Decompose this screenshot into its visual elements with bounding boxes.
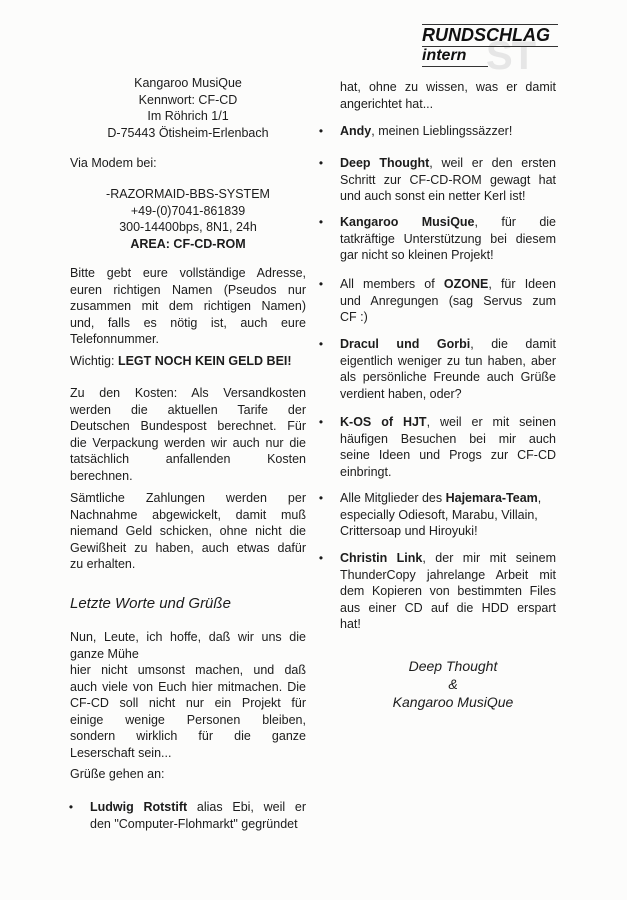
- text-line: CF :): [340, 310, 368, 324]
- text-line: seine Ideen und Progs zur CF-CD: [340, 448, 556, 462]
- logo-title: RUNDSCHLAG: [422, 24, 558, 47]
- greeting-name: OZONE: [443, 277, 489, 291]
- greeting-item-andy: [320, 123, 556, 140]
- text-line: ,: [537, 491, 542, 505]
- text-line: einbringt.: [340, 464, 392, 479]
- bbs-line: -RAZORMAID-BBS-SYSTEM: [106, 187, 270, 201]
- text-line: Leserschaft sein...: [70, 745, 172, 760]
- greeting-name: Dracul und Gorbi: [340, 337, 471, 351]
- text-line: dem Kopieren von bestimmten Files: [340, 584, 556, 598]
- text-line: , meinen Lieblingssäzzer!: [371, 124, 513, 138]
- text-line: , die damit: [470, 337, 557, 351]
- signature-line: Kangaroo MusiQue: [392, 694, 514, 710]
- text-line: hat, ohne zu wissen, was er damit: [340, 80, 556, 94]
- address-block: [70, 75, 306, 141]
- text-line: CF-CD soll nicht nur ein Projekt für: [70, 696, 306, 710]
- text-line: Deutschen Bundespost berechnet. Für: [70, 419, 306, 433]
- greeting-name: Kangaroo MusiQue: [340, 215, 475, 229]
- text-line: und, falls es nötig ist, auch eure: [70, 315, 306, 330]
- important-label: Wichtig:: [70, 354, 115, 368]
- greeting-item-hajemara: [320, 490, 556, 540]
- text-line: auch viele von Euch hier mitmachen. Die: [70, 679, 306, 694]
- greeting-name: Christin Link: [340, 551, 423, 565]
- address-line: Kangaroo MusiQue: [134, 76, 242, 90]
- greeting-item: [70, 799, 306, 832]
- text-line: ThunderCopy jahrelange Arbeit mit: [340, 567, 556, 582]
- bullet-icon: •: [318, 491, 324, 505]
- greeting-item-kos-hjt: [320, 414, 556, 480]
- greeting-item-christin-link: [320, 550, 556, 633]
- important-note: [70, 353, 306, 370]
- bullet-icon: •: [318, 124, 324, 138]
- greeting-prefix: All members of: [340, 277, 444, 291]
- text-line: ganze Mühe: [70, 646, 139, 661]
- text-line: werden die aktuellen Tarife der: [70, 402, 306, 417]
- text-line: als persönliche Freunde auch Grüße: [340, 370, 556, 384]
- continuation-text: [340, 79, 556, 112]
- text-line: tatkräftige Unterstützung bei diesem: [340, 231, 556, 246]
- greetings-intro: Grüße gehen an:: [70, 767, 165, 781]
- text-line: berechnen.: [70, 468, 133, 483]
- greeting-name: Andy: [340, 124, 372, 138]
- paragraph-payment: [70, 490, 306, 573]
- text-line: , für die: [474, 215, 556, 229]
- text-line: , für Ideen: [488, 277, 556, 291]
- bullet-icon: •: [318, 277, 324, 291]
- section-heading: Letzte Worte und Grüße: [70, 595, 231, 612]
- text-line: Bitte gebt eure vollständige Adresse,: [70, 266, 306, 280]
- paragraph-last-words: [70, 629, 306, 761]
- text-line: den "Computer-Flohmarkt" gegründet: [90, 816, 298, 831]
- text-line: tatsächlich anfallenden Kosten: [70, 452, 306, 466]
- text-line: niemand Geld schicken, ohne nicht die: [70, 524, 306, 538]
- text-line: Sämtliche Zahlungen werden per: [70, 491, 306, 505]
- signature-line: &: [448, 676, 458, 692]
- bullet-icon: •: [68, 800, 74, 814]
- text-line: Nachnahme abgewickelt, damit muß: [70, 507, 306, 522]
- greeting-prefix: Alle Mitglieder des: [340, 491, 446, 505]
- signature-block: [340, 657, 566, 711]
- text-line: Crittersoap und Hiroyuki!: [340, 524, 478, 538]
- bbs-block: [70, 186, 306, 252]
- important-text: LEGT NOCH KEIN GELD BEI!: [117, 354, 292, 368]
- text-line: aus einer CD auf die HDD erspart: [340, 600, 556, 615]
- text-line: Nun, Leute, ich hoffe, daß wir uns die: [70, 630, 306, 644]
- text-line: häufigen Besuchen bei mir auch: [340, 431, 556, 446]
- address-line: Kennwort: CF-CD: [138, 92, 238, 107]
- paragraph-costs: [70, 385, 306, 484]
- greeting-item-ozone: [320, 276, 556, 326]
- text-line: , weil er mit seinen: [426, 415, 557, 429]
- text-line: , weil er den ersten: [429, 156, 557, 170]
- text-line: die Verpackung werden wir auch nur die: [70, 435, 306, 450]
- logo-ghost-lettering: ST: [486, 34, 536, 78]
- greeting-name: K-OS of HJT: [340, 415, 427, 429]
- rundschlag-intern-logo: [422, 24, 558, 76]
- text-line: Telefonnummer.: [70, 332, 159, 346]
- text-line: Schritt zur CF-CD-ROM gewagt hat: [340, 172, 556, 187]
- text-line: und Anregungen (sag Servus zum: [340, 293, 556, 308]
- text-line: und auch sonst ein netter Kerl ist!: [340, 189, 526, 203]
- logo-subtitle: intern: [422, 46, 488, 67]
- bullet-icon: •: [318, 215, 324, 229]
- text-line: zu erhalten.: [70, 557, 136, 571]
- greeting-name: Deep Thought: [340, 156, 430, 170]
- bullet-icon: •: [318, 551, 324, 565]
- text-line: euren richtigen Namen (Pseudos nur: [70, 282, 306, 297]
- bullet-icon: •: [318, 337, 324, 351]
- greeting-item-kangaroo: [320, 214, 556, 264]
- text-line: Zu den Kosten: Als Versandkosten: [70, 386, 306, 400]
- text-line: eigentlich weniger zu tun haben, aber: [340, 353, 556, 368]
- greeting-name: Hajemara-Team: [445, 491, 538, 505]
- modem-intro: Via Modem bei:: [70, 156, 157, 170]
- text-line: verdient haben, oder?: [340, 386, 462, 401]
- text-line: einige wenige Personen bleiben,: [70, 712, 306, 727]
- bbs-line: 300-14400bps, 8N1, 24h: [119, 220, 257, 234]
- text-line: sondern wirklich für die ganze: [70, 729, 306, 743]
- greeting-item-deep-thought: [320, 155, 556, 205]
- signature-line: Deep Thought: [408, 658, 498, 674]
- text-line: alias Ebi, weil er: [187, 800, 306, 814]
- text-line: hier nicht umsonst machen, und daß: [70, 663, 306, 677]
- text-line: especially Odiesoft, Marabu, Villain,: [340, 507, 538, 522]
- text-line: zusammen mit dem richtigen Namen): [70, 299, 306, 313]
- text-line: hat!: [340, 617, 361, 631]
- bbs-line: AREA: CF-CD-ROM: [130, 236, 246, 251]
- paragraph-address: [70, 265, 306, 348]
- address-line: Im Röhrich 1/1: [147, 109, 229, 123]
- text-line: Gewißheit zu haben, auch etwas dafür: [70, 540, 306, 555]
- bbs-line: +49-(0)7041-861839: [130, 203, 246, 218]
- text-line: , der mir mit seinem: [422, 551, 556, 565]
- bullet-icon: •: [318, 156, 324, 170]
- address-line: D-75443 Ötisheim-Erlenbach: [107, 125, 269, 140]
- greeting-name: Ludwig Rotstift: [90, 800, 188, 814]
- text-line: gar nicht so kleinen Projekt!: [340, 248, 494, 262]
- greeting-item-dracul-gorbi: [320, 336, 556, 402]
- bullet-icon: •: [318, 415, 324, 429]
- text-line: angerichtet hat...: [340, 96, 434, 111]
